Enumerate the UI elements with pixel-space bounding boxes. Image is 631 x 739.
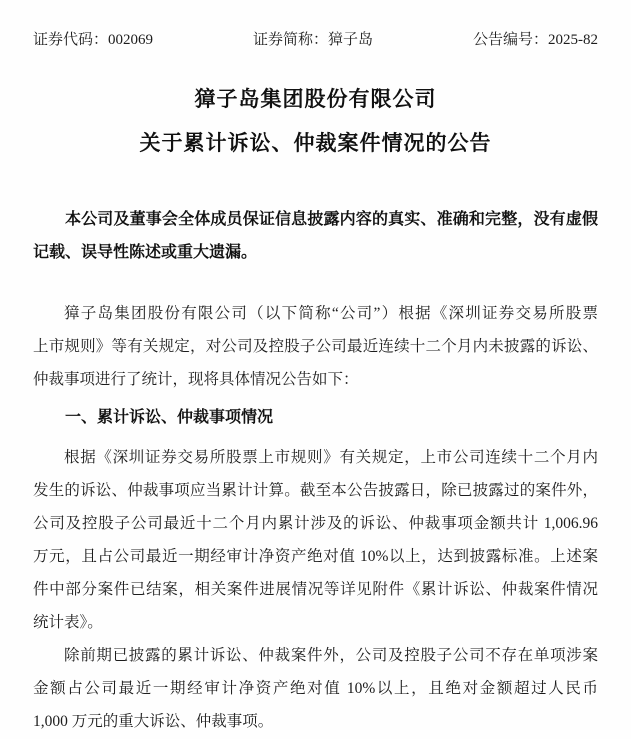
body-line: 万元，且占公司最近一期经审计净资产绝对值 10%以上，达到披露标准。上述案 — [33, 548, 598, 565]
disclaimer-line: 本公司及董事会全体成员保证信息披露内容的真实、准确和完整，没有虚假 — [65, 211, 598, 228]
doc-title-line-1: 獐子岛集团股份有限公司 — [194, 88, 437, 111]
disclaimer-paragraph — [33, 203, 598, 269]
doc-header — [33, 30, 598, 50]
body-line: 公司及控股子公司最近十二个月内累计涉及的诉讼、仲裁事项金额共计 1,006.96 — [33, 515, 598, 532]
disclaimer-line: 记载、误导性陈述或重大遗漏。 — [33, 244, 258, 261]
body-line: 统计表》。 — [33, 614, 103, 631]
intro-line: 仲裁事项进行了统计，现将具体情况公告如下： — [33, 371, 359, 388]
intro-line: 上市规则》等有关规定，对公司及控股子公司最近连续十二个月内未披露的诉讼、 — [33, 338, 598, 355]
announcement-number-text: 公告编号：2025-82 — [473, 32, 598, 48]
intro-line: 獐子岛集团股份有限公司（以下简称“公司”）根据《深圳证券交易所股票 — [64, 305, 598, 322]
doc-title-line-2: 关于累计诉讼、仲裁案件情况的公告 — [139, 132, 492, 155]
section-1-heading: 一、累计诉讼、仲裁事项情况 — [65, 409, 274, 426]
intro-paragraph — [33, 297, 598, 396]
section-1-paragraph-2 — [33, 639, 598, 738]
body-line: 金额占公司最近一期经审计净资产绝对值 10%以上，且绝对金额超过人民币 — [33, 680, 598, 697]
section-1-paragraph-1 — [33, 441, 598, 639]
body-line: 发生的诉讼、仲裁事项应当累计计算。截至本公告披露日，除已披露过的案件外， — [33, 482, 598, 499]
body-line: 件中部分案件已结案，相关案件进展情况等详见附件《累计诉讼、仲裁案件情况 — [33, 581, 598, 598]
body-line: 根据《深圳证券交易所股票上市规则》有关规定，上市公司连续十二个月内 — [64, 449, 598, 466]
body-line: 除前期已披露的累计诉讼、仲裁案件外，公司及控股子公司不存在单项涉案 — [64, 647, 598, 664]
doc-title — [33, 78, 598, 166]
body-line: 1,000 万元的重大诉讼、仲裁事项。 — [33, 713, 274, 730]
stock-abbr-text: 证券简称：獐子岛 — [253, 32, 374, 48]
stock-code-text: 证券代码：002069 — [33, 32, 154, 48]
